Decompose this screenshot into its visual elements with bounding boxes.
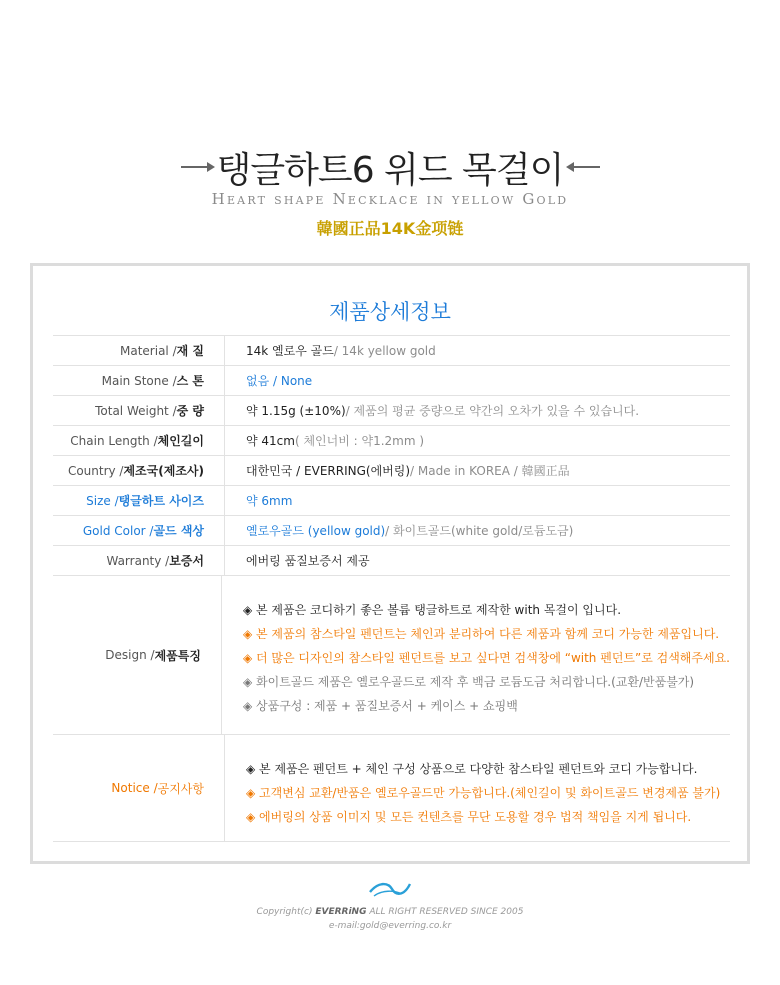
notice-note: ◈ 본 제품은 펜던트 + 체인 구성 상품으로 다양한 참스타일 펜던트와 코디 가능합니다. [246, 762, 698, 776]
spec-value [225, 426, 730, 455]
spec-table [53, 335, 730, 842]
copyright [0, 907, 780, 917]
design-note: ◈ 더 많은 디자인의 참스타일 펜던트를 보고 싶다면 검색창에 “with 펜던트”로 검색해주세요. [242, 651, 730, 665]
spec-label [53, 546, 225, 575]
spec-value-main: 약 6mm [246, 494, 293, 508]
spec-row-chain [53, 425, 730, 455]
spec-label [53, 366, 225, 395]
product-detail-box [30, 263, 750, 864]
spec-label-ko: 보증서 [169, 554, 204, 568]
spec-value-main: 에버링 품질보증서 제공 [246, 554, 370, 568]
spec-label [53, 396, 225, 425]
copyright-suffix: ALL RIGHT RESERVED SINCE 2005 [366, 907, 524, 917]
spec-value [225, 396, 730, 425]
spec-row-color [53, 515, 730, 545]
spec-label-ko: 재 질 [176, 344, 204, 358]
spec-label-en: Main Stone / [101, 373, 177, 388]
spec-label [53, 576, 222, 734]
spec-value [225, 486, 730, 515]
spec-label-en: Country / [67, 463, 124, 478]
spec-row-country [53, 455, 730, 485]
product-title: 탱글하트6 위드 목걸이 [216, 150, 564, 191]
arrow-left-icon [568, 166, 600, 168]
spec-label [53, 735, 225, 841]
spec-value-main: 대한민국 / EVERRING(에버링) [246, 464, 411, 478]
spec-label [53, 486, 225, 515]
spec-label [53, 336, 225, 365]
spec-row-size [53, 485, 730, 515]
spec-value-sub: / 14k yellow gold [333, 343, 436, 358]
spec-label [53, 426, 225, 455]
spec-label-en: Size / [86, 493, 119, 508]
spec-value [225, 456, 730, 485]
spec-label-en: Chain Length / [70, 433, 158, 448]
spec-row-notice [53, 734, 730, 842]
spec-label-ko: 탱글하트 사이즈 [118, 494, 204, 508]
spec-value-main: 약 1.15g (±10%) [246, 404, 346, 418]
brand-name: EVERRiNG [315, 907, 367, 917]
spec-label-ko: 제조국(제조사) [123, 464, 204, 478]
section-title: 제품상세정보 [329, 300, 451, 324]
spec-row-material [53, 335, 730, 365]
spec-label-ko: 공지사항 [157, 781, 204, 796]
spec-value-main: 옐로우골드 (yellow gold) [246, 524, 386, 538]
notice-note: ◈ 고객변심 교환/반품은 옐로우골드만 가능합니다.(체인길이 및 화이트골드 변경제품 불가) [246, 786, 721, 800]
spec-value-sub: / 제품의 평균 중량으로 약간의 오차가 있을 수 있습니다. [345, 404, 640, 418]
contact-email: e-mail:gold@everring.co.kr [328, 921, 452, 931]
spec-value-main: 14k 옐로우 골드 [246, 344, 334, 358]
spec-row-design [53, 575, 730, 734]
spec-value [225, 546, 730, 575]
spec-label-en: Design / [105, 648, 155, 662]
spec-label-ko: 제품특징 [154, 648, 201, 663]
spec-label-en: Gold Color / [82, 523, 154, 538]
spec-row-weight [53, 395, 730, 425]
spec-label-en: Material / [120, 343, 177, 358]
spec-label [53, 456, 225, 485]
spec-value-sub: / 화이트골드(white gold/로듐도금) [385, 524, 574, 538]
spec-label-en: Warranty / [106, 553, 170, 568]
spec-label-en: Notice / [111, 781, 158, 795]
spec-value [225, 366, 730, 395]
spec-label-ko: 체인길이 [157, 434, 204, 448]
spec-row-warranty [53, 545, 730, 575]
title-row [0, 142, 780, 193]
spec-row-stone [53, 365, 730, 395]
spec-label-ko: 골드 색상 [153, 524, 204, 538]
design-notes [222, 576, 730, 734]
spec-label-ko: 중 량 [176, 404, 204, 418]
notice-note: ◈ 에버링의 상품 이미지 및 모든 컨텐츠를 무단 도용할 경우 법적 책임을 지게 됩니다. [246, 810, 692, 824]
spec-label-en: Total Weight / [95, 403, 177, 418]
copyright-prefix: Copyright(c) [256, 907, 316, 917]
arrow-right-icon [181, 166, 213, 168]
everring-logo-icon [368, 878, 412, 900]
spec-value-main: 약 41cm [246, 434, 295, 448]
spec-label [53, 516, 225, 545]
design-note: ◈ 본 제품은 코디하기 좋은 볼륨 탱글하트로 제작한 with 목걸이 입니다. [242, 603, 622, 617]
design-note: ◈ 상품구성 : 제품 + 품질보증서 + 케이스 + 쇼핑백 [242, 699, 518, 713]
design-note: ◈ 화이트골드 제품은 옐로우골드로 제작 후 백금 로듐도금 처리합니다.(교환/반품불가) [242, 675, 695, 689]
spec-label-ko: 스 톤 [176, 374, 204, 388]
spec-value [225, 516, 730, 545]
notice-notes [225, 735, 730, 841]
spec-value-main: 없음 / None [246, 374, 313, 388]
design-note: ◈ 본 제품의 참스타일 펜던트는 체인과 분리하여 다른 제품과 함께 코디 가능한 제품입니다. [242, 627, 720, 641]
spec-value [225, 336, 730, 365]
spec-value-sub: ( 체인너비 : 약1.2mm ) [294, 434, 425, 448]
spec-value-sub: / Made in KOREA / 韓國正品 [410, 464, 570, 478]
product-subtitle: Heart shape Necklace in yellow Gold [211, 190, 569, 208]
product-subtitle-cn: 韓國正品14K金项链 [316, 219, 464, 238]
